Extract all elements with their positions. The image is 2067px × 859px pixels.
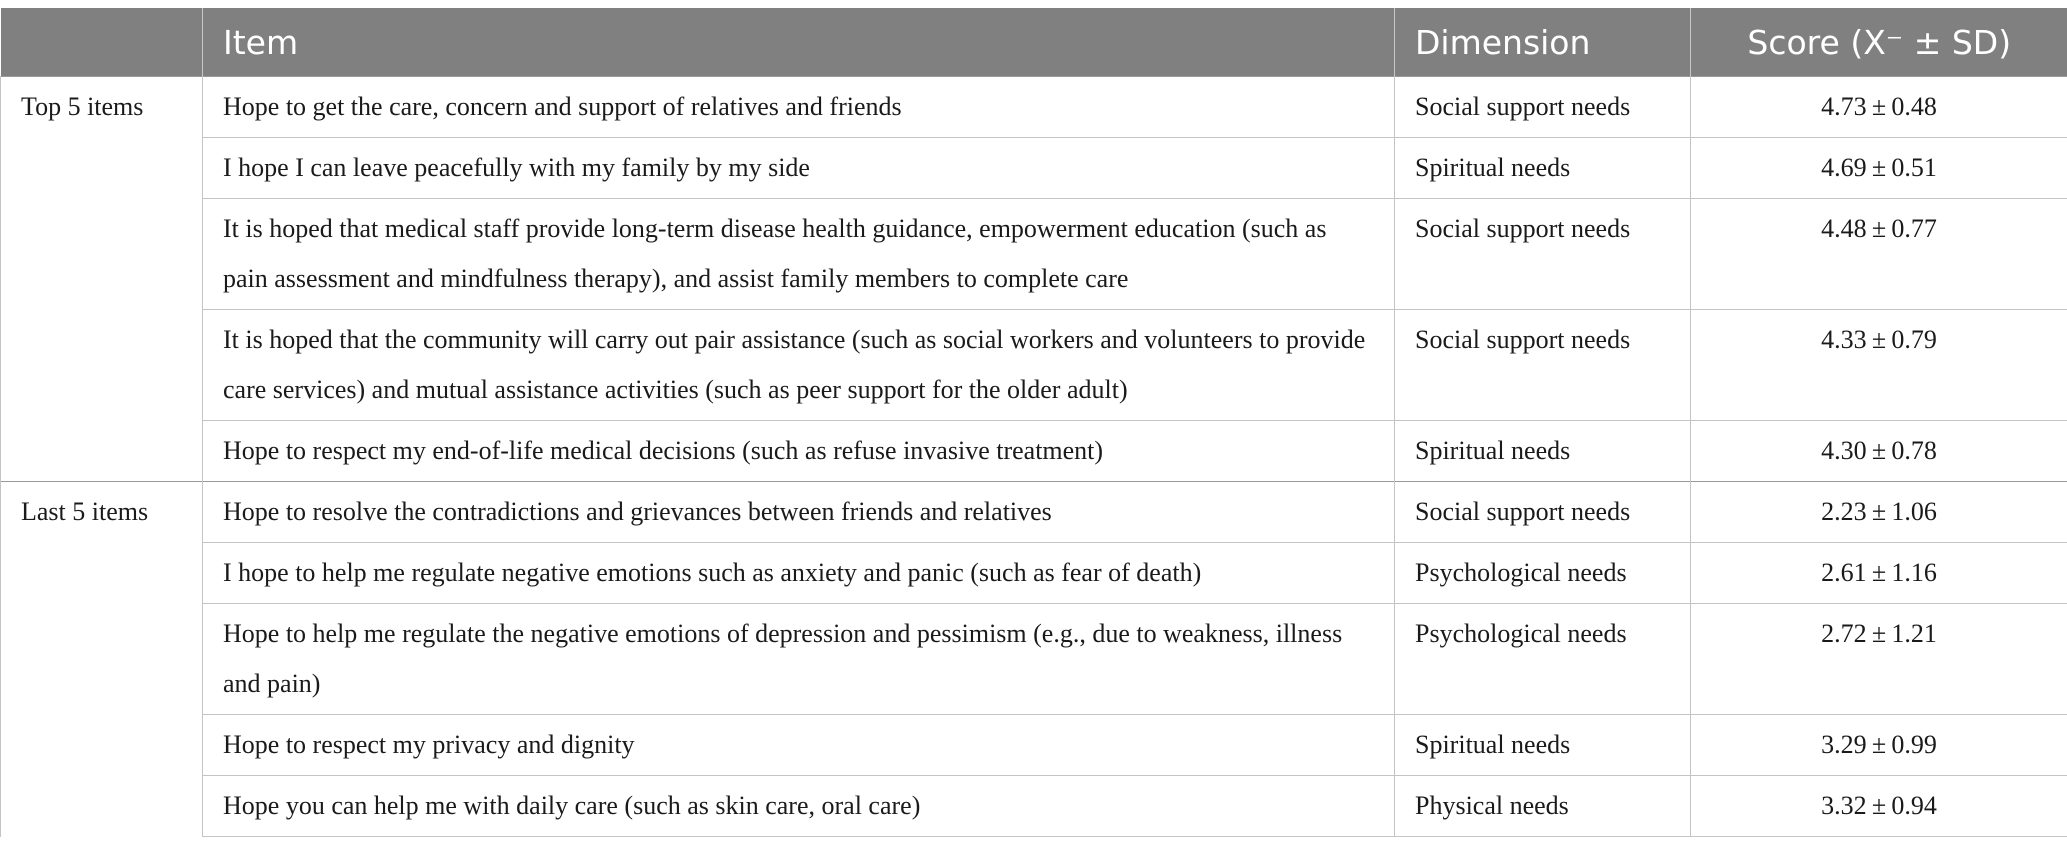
table-container bbox=[0, 8, 2067, 837]
score-cell: 2.61 ± 1.16 bbox=[1691, 543, 2067, 604]
header-score: Score (X⁻ ± SD) bbox=[1691, 8, 2067, 77]
header-row bbox=[1, 8, 2067, 77]
score-cell: 4.33 ± 0.79 bbox=[1691, 310, 2067, 421]
item-cell: It is hoped that the community will carry out pair assistance (such as social workers and volunteers to provide care services) and mutual assistance activities (such as peer support for the older adult) bbox=[203, 310, 1395, 421]
item-cell: Hope to respect my end-of-life medical decisions (such as refuse invasive treatment) bbox=[203, 421, 1395, 482]
item-cell: Hope to respect my privacy and dignity bbox=[203, 715, 1395, 776]
table-header bbox=[1, 8, 2067, 77]
table-row bbox=[1, 138, 2067, 199]
table-row bbox=[1, 604, 2067, 715]
group-label: Top 5 items bbox=[1, 77, 203, 482]
dimension-cell: Psychological needs bbox=[1395, 543, 1691, 604]
table-body bbox=[1, 77, 2067, 837]
table-row bbox=[1, 776, 2067, 837]
table-row bbox=[1, 715, 2067, 776]
table-row bbox=[1, 421, 2067, 482]
table-row bbox=[1, 482, 2067, 543]
header-group bbox=[1, 8, 203, 77]
score-cell: 3.32 ± 0.94 bbox=[1691, 776, 2067, 837]
table-row bbox=[1, 310, 2067, 421]
item-cell: I hope to help me regulate negative emotions such as anxiety and panic (such as fear of death) bbox=[203, 543, 1395, 604]
table-row bbox=[1, 543, 2067, 604]
item-cell: I hope I can leave peacefully with my family by my side bbox=[203, 138, 1395, 199]
dimension-cell: Social support needs bbox=[1395, 310, 1691, 421]
item-cell: Hope to get the care, concern and support of relatives and friends bbox=[203, 77, 1395, 138]
score-cell: 2.72 ± 1.21 bbox=[1691, 604, 2067, 715]
dimension-cell: Psychological needs bbox=[1395, 604, 1691, 715]
dimension-cell: Social support needs bbox=[1395, 77, 1691, 138]
table-row bbox=[1, 77, 2067, 138]
dimension-cell: Spiritual needs bbox=[1395, 138, 1691, 199]
score-cell: 4.48 ± 0.77 bbox=[1691, 199, 2067, 310]
score-cell: 4.30 ± 0.78 bbox=[1691, 421, 2067, 482]
item-cell: Hope you can help me with daily care (such as skin care, oral care) bbox=[203, 776, 1395, 837]
table-row bbox=[1, 199, 2067, 310]
item-cell: Hope to resolve the contradictions and grievances between friends and relatives bbox=[203, 482, 1395, 543]
dimension-cell: Spiritual needs bbox=[1395, 715, 1691, 776]
score-cell: 2.23 ± 1.06 bbox=[1691, 482, 2067, 543]
item-cell: Hope to help me regulate the negative emotions of depression and pessimism (e.g., due to weakness, illness and pain) bbox=[203, 604, 1395, 715]
score-cell: 3.29 ± 0.99 bbox=[1691, 715, 2067, 776]
score-cell: 4.73 ± 0.48 bbox=[1691, 77, 2067, 138]
dimension-cell: Social support needs bbox=[1395, 199, 1691, 310]
dimension-cell: Spiritual needs bbox=[1395, 421, 1691, 482]
dimension-cell: Physical needs bbox=[1395, 776, 1691, 837]
header-dimension: Dimension bbox=[1395, 8, 1691, 77]
needs-table bbox=[0, 8, 2067, 837]
item-cell: It is hoped that medical staff provide long-term disease health guidance, empowerment education (such as pain assessment and mindfulness therapy), and assist family members to complete care bbox=[203, 199, 1395, 310]
score-cell: 4.69 ± 0.51 bbox=[1691, 138, 2067, 199]
header-item: Item bbox=[203, 8, 1395, 77]
group-label: Last 5 items bbox=[1, 482, 203, 837]
dimension-cell: Social support needs bbox=[1395, 482, 1691, 543]
